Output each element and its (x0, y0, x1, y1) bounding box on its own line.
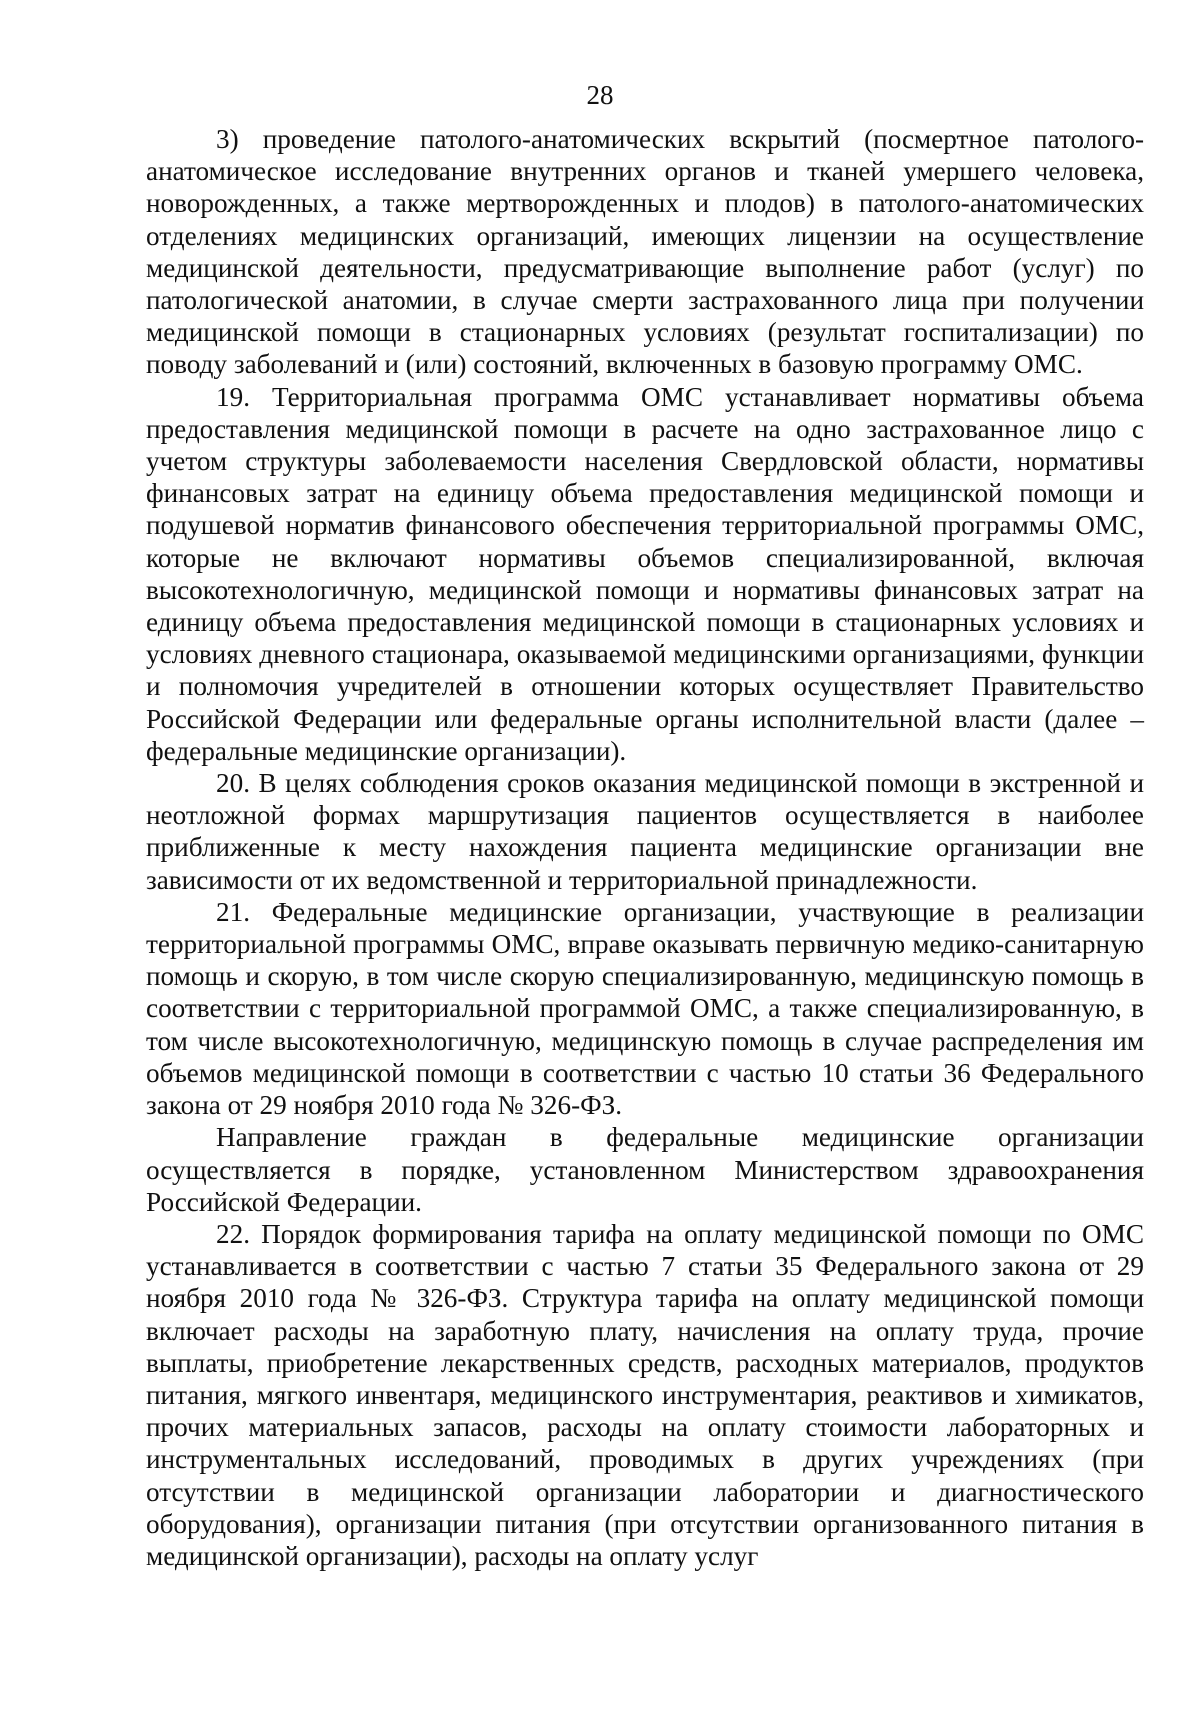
paragraph-autopsy-item: 3) проведение патолого-анатомических вскрытий (посмертное патолого-анатомическое исследование внутренних органов и тканей умершего человека, новорожденных, а также мертворожденных и плодов) в патолого-анатомических отделениях медицинских организаций, имеющих лицензии на осуществление медицинской деятельности, предусматривающие выполнение работ (услуг) по патологической анатомии, в случае смерти застрахованного лица при получении медицинской помощи в стационарных условиях (результат госпитализации) по поводу заболеваний и (или) состояний, включенных в базовую программу ОМС. (146, 124, 1144, 380)
document-body (146, 123, 1144, 1572)
paragraph-21: 21. Федеральные медицинские организации, участвующие в реализации территориальной программы ОМС, вправе оказывать первичную медико-санитарную помощь и скорую, в том числе скорую специализированную, медицинскую помощь в соответствии с территориальной программой ОМС, а также специализированную, в том числе высокотехнологичную, медицинскую помощь в случае распределения им объемов медицинской помощи в соответствии с частью 10 статьи 36 Федерального закона от 29 ноября 2010 года № 326-ФЗ. (146, 896, 1144, 1121)
paragraph-19: 19. Территориальная программа ОМС устанавливает нормативы объема предоставления медицинской помощи в расчете на одно застрахованное лицо с учетом структуры заболеваемости населения Свердловской области, нормативы финансовых затрат на единицу объема предоставления медицинской помощи и подушевой норматив финансового обеспечения территориальной программы ОМС, которые не включают нормативы объемов специализированной, включая высокотехнологичную, медицинской помощи и нормативы финансовых затрат на единицу объема предоставления медицинской помощи в стационарных условиях и условиях дневного стационара, оказываемой медицинскими организациями, функции и полномочия учредителей в отношении которых осуществляет Правительство Российской Федерации или федеральные органы исполнительной власти (далее – федеральные медицинские организации). (146, 381, 1144, 766)
paragraph-20: 20. В целях соблюдения сроков оказания медицинской помощи в экстренной и неотложной формах маршрутизация пациентов осуществляется в наиболее приближенные к месту нахождения пациента медицинские организации вне зависимости от их ведомственной и территориальной принадлежности. (146, 768, 1144, 895)
paragraph-21-referral: Направление граждан в федеральные медицинские организации осуществляется в порядке, установленном Министерством здравоохранения Российской Федерации. (146, 1122, 1144, 1217)
paragraph-22: 22. Порядок формирования тарифа на оплату медицинской помощи по ОМС устанавливается в соответствии с частью 7 статьи 35 Федерального закона от 29 ноября 2010 года № 326-ФЗ. Структура тарифа на оплату медицинской помощи включает расходы на заработную плату, начисления на оплату труда, прочие выплаты, приобретение лекарственных средств, расходных материалов, продуктов питания, мягкого инвентаря, медицинского инструментария, реактивов и химикатов, прочих материальных запасов, расходы на оплату стоимости лабораторных и инструментальных исследований, проводимых в других учреждениях (при отсутствии в медицинской организации лаборатории и диагностического оборудования), организации питания (при отсутствии организованного питания в медицинской организации), расходы на оплату услуг (146, 1218, 1144, 1571)
page-number: 28 (586, 80, 614, 110)
